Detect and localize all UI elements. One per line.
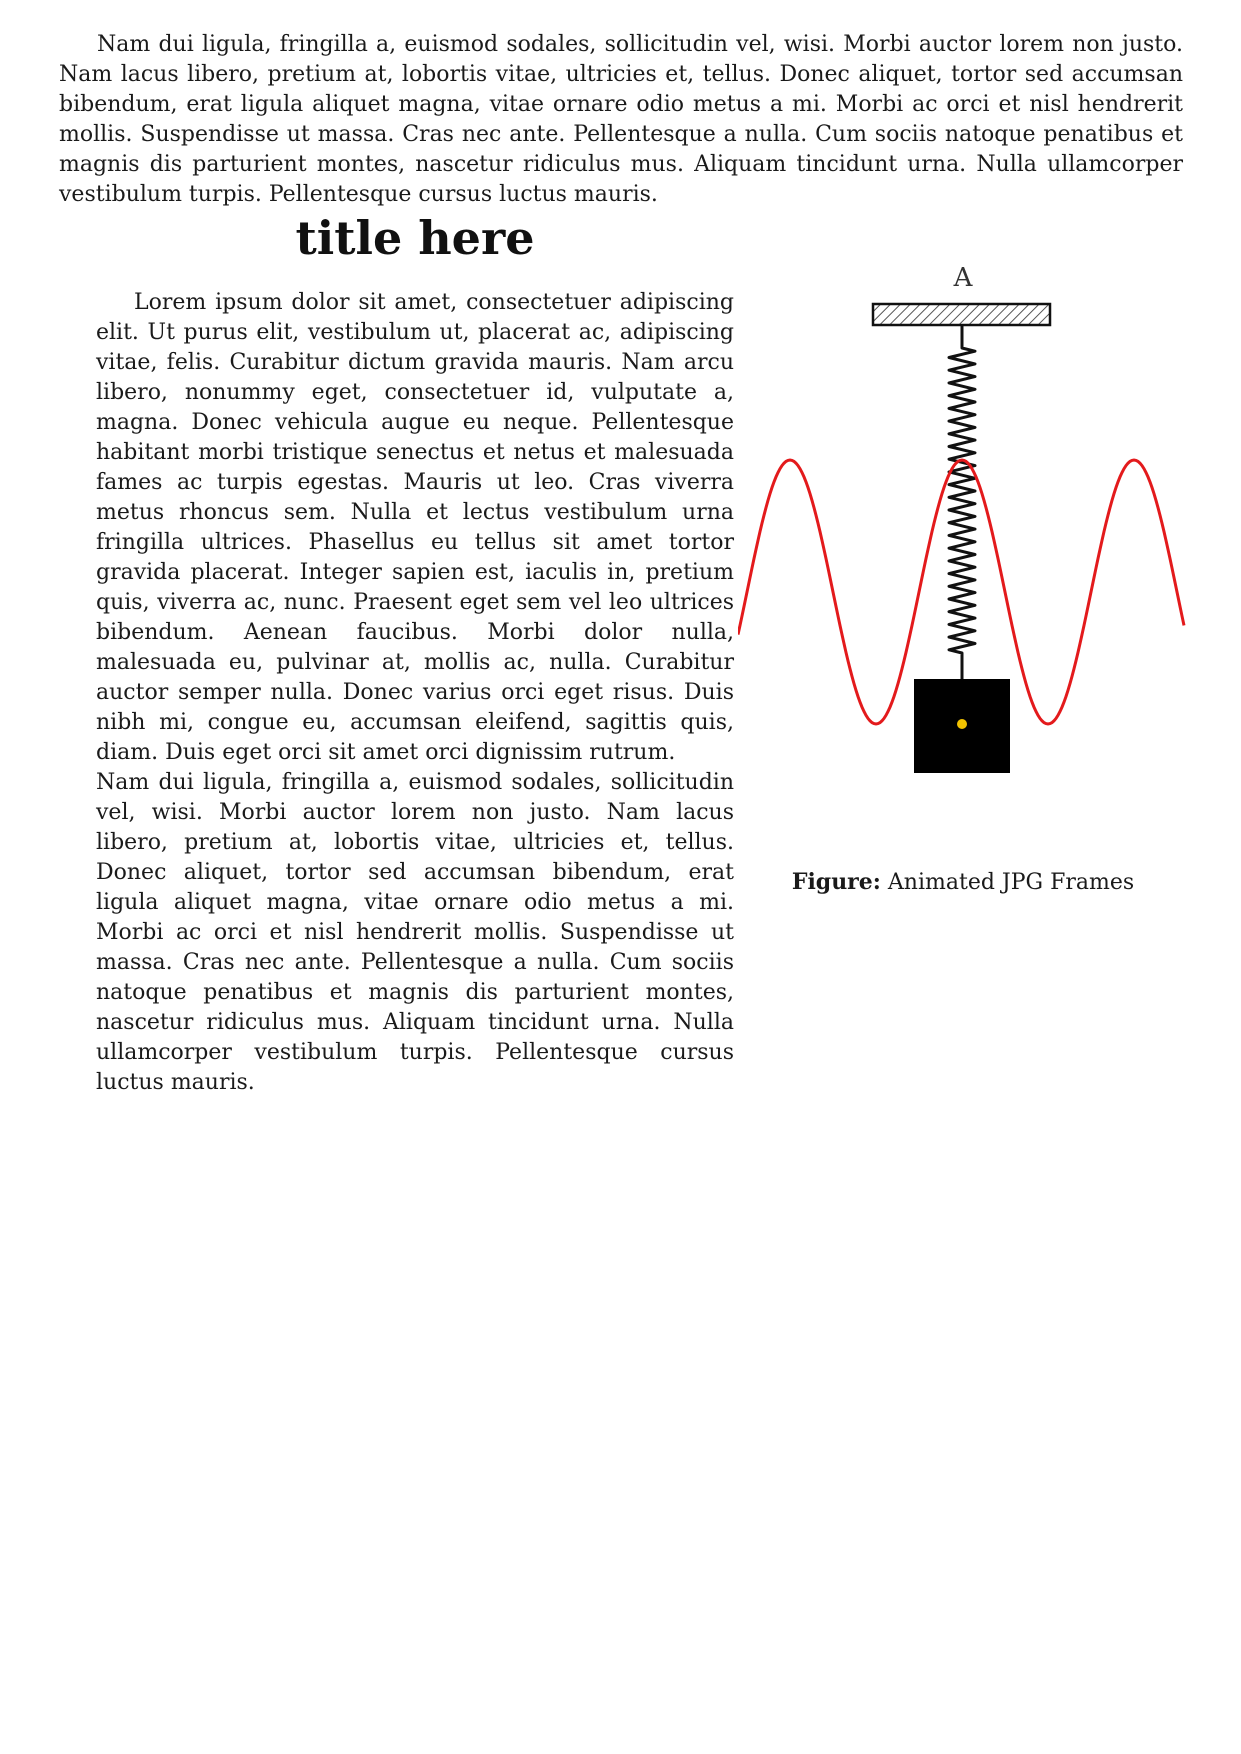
body-column — [96, 288, 734, 1098]
figure-caption — [738, 867, 1188, 898]
spring-mass-figure — [738, 258, 1188, 808]
ceiling-support — [873, 304, 1050, 325]
position-marker — [957, 719, 967, 729]
spring-coil — [949, 325, 975, 679]
body-paragraph-1: Lorem ipsum dolor sit amet, consectetuer adipiscing elit. Ut purus elit, vestibulum ut, placerat ac, adipiscing vitae, felis. Curabitur dictum gravida mauris. Nam arcu libero, nonummy eget, consectetuer id, vulputate a, magna. Donec vehicula augue eu neque. Pellentesque habitant morbi tristique senectus et netus et malesuada fames ac turpis egestas. Mauris ut leo. Cras viverra metus rhoncus sem. Nulla et lectus vestibulum urna fringilla ultrices. Phasellus eu tellus sit amet tortor gravida placerat. Integer sapien est, iaculis in, pretium quis, viverra ac, nunc. Praesent eget sem vel leo ultrices bibendum. Aenean faucibus. Morbi dolor nulla, malesuada eu, pulvinar at, mollis ac, nulla. Curabitur auctor semper nulla. Donec varius orci eget risus. Duis nibh mi, congue eu, accumsan eleifend, sagittis quis, diam. Duis eget orci sit amet orci dignissim rutrum. — [96, 290, 734, 765]
spring-mass-illustration — [738, 258, 1188, 808]
section-title: title here — [295, 211, 535, 265]
intro-paragraph: Nam dui ligula, fringilla a, euismod sodales, sollicitudin vel, wisi. Morbi auctor lorem non justo. Nam lacus libero, pretium at, lobortis vitae, ultricies et, tellus. Donec aliquet, tortor sed accumsan bibendum, erat ligula aliquet magna, vitae ornare odio metus a mi. Morbi ac orci et nisl hendrerit mollis. Suspendisse ut massa. Cras nec ante. Pellentesque a nulla. Cum sociis natoque penatibus et magnis dis parturient montes, nascetur ridiculus mus. Aliquam tincidunt urna. Nulla ullamcorper vestibulum turpis. Pellentesque cursus luctus mauris. — [59, 32, 1183, 207]
figure-caption-label: Figure: — [791, 869, 881, 895]
support-label-a: A — [953, 263, 973, 293]
figure-caption-text: Animated JPG Frames — [887, 870, 1135, 895]
body-paragraph-2: Nam dui ligula, fringilla a, euismod sodales, sollicitudin vel, wisi. Morbi auctor lorem non justo. Nam lacus libero, pretium at, lobortis vitae, ultricies et, tellus. Donec aliquet, tortor sed accumsan bibendum, erat ligula aliquet magna, vitae ornare odio metus a mi. Morbi ac orci et nisl hendrerit mollis. Suspendisse ut massa. Cras nec ante. Pellentesque a nulla. Cum sociis natoque penatibus et magnis dis parturient montes, nascetur ridiculus mus. Aliquam tincidunt urna. Nulla ullamcorper vestibulum turpis. Pellentesque cursus luctus mauris. — [96, 770, 734, 1095]
